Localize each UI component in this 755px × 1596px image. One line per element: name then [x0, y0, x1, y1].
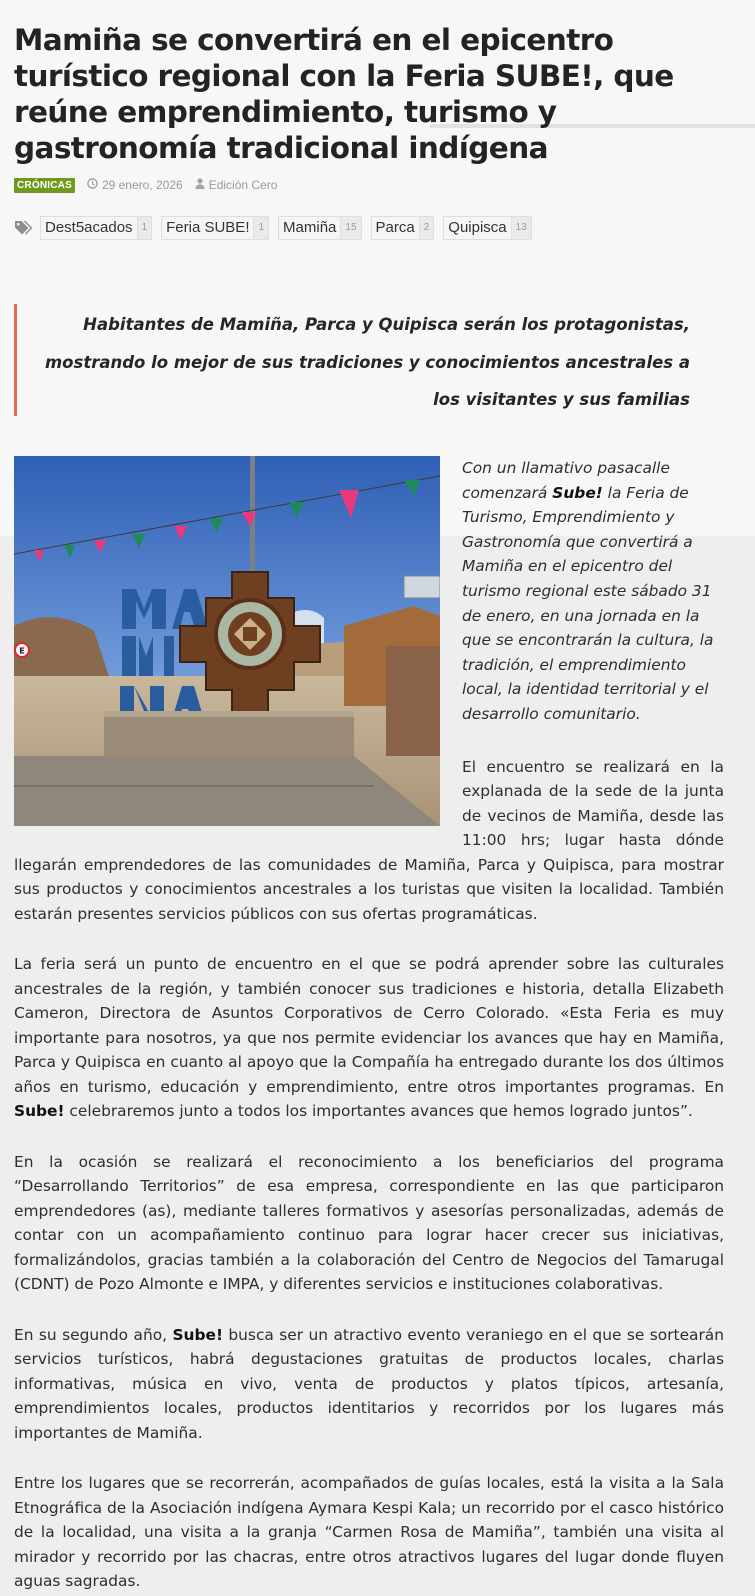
tag-count: 1 [137, 217, 152, 239]
article-photo[interactable] [14, 456, 440, 826]
paragraph-text-cont: celebraremos junto a todos los importantes avances que hemos logrado juntos”. [64, 1102, 693, 1121]
article-meta [14, 175, 741, 195]
article-author[interactable]: Edición Cero [208, 178, 278, 192]
intro-text-cont: la Feria de Turismo, Emprendimiento y Gastronomía que convertirá a Mamiña en el epicentro del turismo regional este sábado 31 de enero, en una jornada en la que se encontrarán la cultura, la tradición, el emprendimiento local, la identidad territorial y el desarrollo comunitario. [462, 483, 714, 723]
tag-list [14, 215, 741, 241]
tag-count: 13 [511, 217, 531, 239]
paragraph-5: Entre los lugares que se recorrerán, acompañados de guías locales, está la visita a la Sala Etnográfica de la Asociación indígena Aymara Kespi Kala; un recorrido por el casco histórico de la localidad, una visita a la granja “Carmen Rosa de Mamiña”, también una visita al mirador y recorrido por las chacras, entre otros atractivos lugares del lugar donde fluyen aguas sagradas. [14, 1474, 724, 1591]
article-date: 29 enero, 2026 [101, 178, 183, 192]
clock-icon [87, 178, 98, 192]
tag-label: Dest5acados [41, 217, 137, 239]
tag-feria-sube[interactable] [161, 216, 269, 240]
intro-highlight: Sube! [552, 483, 603, 502]
tag-parca[interactable] [371, 216, 435, 240]
paragraph-text-cont: busca ser un atractivo evento veraniego en el que se sortearán servicios turísticos, habrá degustaciones gratuitas de productos locales, charlas informativas, música en vivo, venta de productos y platos típicos, artesanía, emprendimientos locales, productos identitarios y recorridos por los lugares más importantes de Mamiña. [14, 1325, 724, 1442]
article-body [14, 456, 724, 1594]
tag-dest5acados[interactable] [40, 216, 152, 240]
pull-quote: Habitantes de Mamiña, Parca y Quipisca serán los protagonistas, mostrando lo mejor de sus tradiciones y conocimientos ancestrales a los visitantes y sus familias [14, 304, 704, 416]
date-meta [87, 178, 183, 192]
article-header [0, 0, 755, 241]
user-icon [195, 178, 205, 192]
paragraph-3: En la ocasión se realizará el reconocimiento a los beneficiarios del programa “Desarrollando Territorios” de esa empresa, correspondiente en las que participaron emprendedores (as), mediante talleres formativos y asesorías personalizadas, además de contar con un acompañamiento continuo para lograr hacer crecer sus iniciativas, formalizándolos, gracias también a la colaboración del Centro de Negocios del Tamarugal (CDNT) de Pozo Almonte e IMPA, y diferentes servicios e instituciones colaborativas. [14, 1152, 724, 1294]
paragraph-1: El encuentro se realizará en la explanada de la sede de la junta de vecinos de Mamiña, desde las 11:00 hrs; lugar hasta dónde llegarán emprendedores de las comunidades de Mamiña, Parca y Quipisca, para mostrar sus productos y conocimientos ancestrales a los turistas que visiten la localidad. También estarán presentes servicios públicos con sus ofertas programáticas. [14, 757, 724, 923]
tag-count: 1 [253, 217, 268, 239]
paragraph-highlight: Sube! [14, 1102, 65, 1121]
tag-count: 15 [340, 217, 360, 239]
svg-text:E: E [19, 646, 25, 656]
tag-quipisca[interactable] [443, 216, 531, 240]
tag-count: 2 [419, 217, 434, 239]
paragraph-2 [14, 952, 724, 1124]
category-badge[interactable]: CRÓNICAS [14, 178, 75, 193]
tag-label: Mamiña [279, 217, 340, 239]
article-title: Mamiña se convertirá en el epicentro turístico regional con la Feria SUBE!, que reúne emprendimiento, turismo y gastronomía tradicional indígena [14, 23, 674, 165]
author-meta [195, 178, 278, 192]
tags-icon [14, 220, 34, 236]
paragraph-text: La feria será un punto de encuentro en el que se podrá aprender sobre las culturales ancestrales de la región, y también conocer sus tradiciones e historia, detalla Elizabeth Cameron, Directora de Asuntos Corporativos de Cerro Colorado. «Esta Feria es muy importante para nosotros, ya que nos permite evidenciar los avances que hay en Mamiña, Parca y Quipisca en cuanto al apoyo que la Compañía ha entregado durante los dos últimos años en turismo, educación y emprendimiento, entre otros importantes programas. En [14, 955, 724, 1096]
tag-mamina[interactable] [278, 216, 361, 240]
tag-label: Feria SUBE! [162, 217, 253, 239]
paragraph-text: En su segundo año, [14, 1325, 173, 1344]
paragraph-highlight: Sube! [172, 1325, 223, 1344]
intro-text: Con un llamativo pasacalle comenzará [462, 459, 670, 502]
paragraph-4 [14, 1323, 724, 1446]
tag-label: Quipisca [444, 217, 510, 239]
tag-label: Parca [372, 217, 419, 239]
